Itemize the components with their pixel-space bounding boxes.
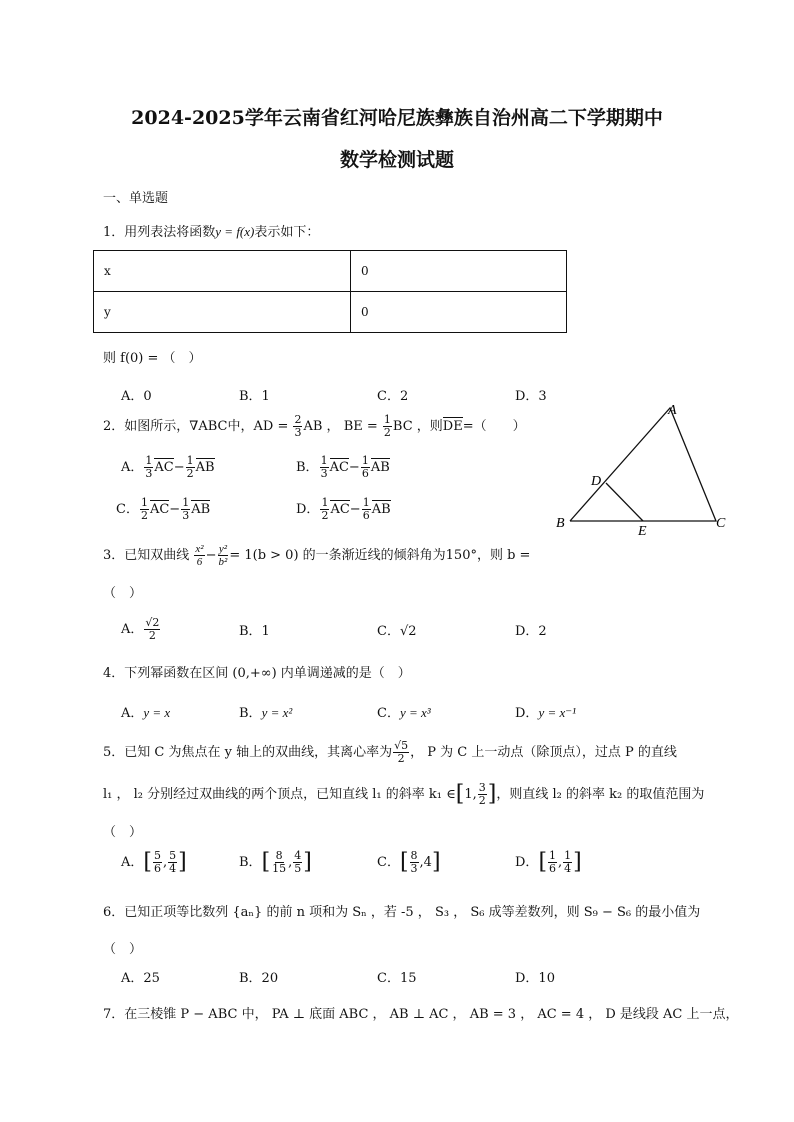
q3-option-b[interactable]: B．1	[239, 624, 270, 639]
q3-text-a: 3．已知双曲线	[103, 548, 190, 563]
q2-option-c[interactable]: C． $\frac{1}{2}$ AC− $\frac{1}{3}$ AB	[116, 496, 211, 522]
label-c: C	[716, 516, 726, 531]
q2-text-d: BC ，则	[392, 419, 443, 434]
q2-text-e: =（ ）	[462, 419, 526, 434]
q6-paren: （ ）	[103, 942, 143, 957]
question-5-line2: l₁ ， l₂ 分别经过双曲线的两个顶点，已知直线 l₁ 的斜率 k₁ ∈[1, $\frac{3}{2}$ ]，则直线 l₂ 的斜率 k₂ 的取值范围为	[103, 781, 705, 807]
q2-triangle: ∇ABC	[189, 419, 228, 434]
q6-option-c[interactable]: C．15	[377, 971, 417, 986]
q1-prompt: 则 f(0) = （ ）	[103, 351, 202, 366]
table-cell: y	[94, 292, 351, 333]
q2-option-a[interactable]: A． $\frac{1}{3}$ AC− $\frac{1}{2}$ AB	[121, 454, 215, 480]
q2-option-b[interactable]: B． $\frac{1}{3}$ AC− $\frac{1}{6}$ AB	[296, 454, 390, 480]
q3-option-d[interactable]: D．2	[515, 624, 547, 639]
q2-text-b: 中，AD =	[227, 419, 289, 434]
section-heading: 一、单选题	[103, 191, 169, 206]
q4-option-b[interactable]: B．y = x²	[239, 705, 293, 721]
q2-vector-de: DE	[442, 419, 463, 434]
q3-option-c[interactable]: C．√2	[377, 624, 417, 639]
q5-option-a[interactable]: A．[ $\frac{5}{6}$ , $\frac{5}{4}$ ]	[121, 849, 187, 875]
question-7: 7．在三棱锥 P − ABC 中， PA ⊥ 底面 ABC ， AB ⊥ AC ， AB = 3 ， AC = 4 ， D 是线段 AC 上一点，	[103, 1007, 739, 1022]
q4-option-a[interactable]: A．y = x	[121, 705, 171, 721]
q6-option-a[interactable]: A．25	[121, 971, 160, 986]
q1-option-d[interactable]: D．3	[515, 389, 547, 404]
label-b: B	[556, 516, 565, 531]
question-5: 5．已知 C 为焦点在 y 轴上的双曲线，其离心率为 $\frac{√5}{2}$ ， P 为 C 上一动点（除顶点），过点 P 的直线	[103, 739, 677, 765]
q6-option-b[interactable]: B．20	[239, 971, 279, 986]
q2-text-c: AB ， BE =	[303, 419, 378, 434]
label-e: E	[638, 524, 647, 539]
table-cell: 0	[351, 251, 567, 292]
q5-option-c[interactable]: C．[ $\frac{8}{3}$ ,4]	[377, 849, 441, 875]
table-cell: 0	[351, 292, 567, 333]
table-row	[94, 251, 567, 292]
q6-option-d[interactable]: D．10	[515, 971, 555, 986]
table-cell: x	[94, 251, 351, 292]
q3-text-b: = 1(b > 0) 的一条渐近线的倾斜角为150°，则 b =	[229, 548, 531, 563]
q5-paren: （ ）	[103, 825, 143, 840]
q4-option-c[interactable]: C．y = x³	[377, 705, 431, 721]
q5-option-d[interactable]: D．[ $\frac{1}{6}$ , $\frac{1}{4}$ ]	[515, 849, 582, 875]
q3-paren: （ ）	[103, 586, 143, 601]
q5-option-b[interactable]: B．[ $\frac{8}{15}$ , $\frac{4}{5}$ ]	[239, 849, 312, 875]
q4-option-d[interactable]: D．y = x⁻¹	[515, 705, 577, 721]
question-2	[103, 414, 526, 439]
q3-frac-x: $\frac{\text{x²}}{6}$	[195, 543, 204, 568]
table-row	[94, 292, 567, 333]
label-d: D	[591, 474, 602, 489]
q2-option-d[interactable]: D． $\frac{1}{2}$ AC− $\frac{1}{6}$ AB	[296, 496, 391, 522]
question-4: 4．下列幂函数在区间 (0,+∞) 内单调递减的是（ ）	[103, 666, 411, 681]
question-6: 6．已知正项等比数列 {aₙ} 的前 n 项和为 Sₙ ，若 -5 ， S₃ ， S₆ 成等差数列，则 S₉ − S₆ 的最小值为	[103, 905, 701, 920]
segment-de	[606, 483, 643, 521]
q1-func: y = f(x)	[215, 224, 255, 239]
q2-fraction-1: $\frac{2}{3}$	[294, 413, 302, 439]
q1-table	[93, 250, 567, 333]
q1-text-after: 表示如下：	[254, 225, 320, 240]
q3-option-a[interactable]: A． $\frac{√2}{2}$	[121, 616, 160, 642]
label-a: A	[668, 403, 677, 418]
triangle-abc	[570, 408, 716, 521]
question-3: 3．已知双曲线 $\frac{\text{x²}}{6}$ − $\frac{\text{y²}}{\text{b²}}$ = 1(b > 0) 的一条渐近线的倾斜角为150°，则 b =	[103, 543, 531, 568]
q1-option-a[interactable]: A．0	[121, 389, 152, 404]
q3-frac-y: $\frac{\text{y²}}{\text{b²}}$	[218, 543, 228, 568]
question-1	[103, 221, 319, 240]
triangle-figure	[548, 398, 738, 540]
q1-option-c[interactable]: C．2	[377, 389, 409, 404]
doc-title-line1: 2024-2025学年云南省红河哈尼族彝族自治州高二下学期期中	[131, 107, 663, 129]
q2-fraction-2: $\frac{1}{2}$	[383, 413, 391, 439]
q1-option-b[interactable]: B．1	[239, 389, 270, 404]
q2-text-a: 2．如图所示，	[103, 419, 190, 434]
doc-title-line2: 数学检测试题	[339, 149, 454, 171]
q1-text: 1．用列表法将函数	[103, 225, 216, 240]
